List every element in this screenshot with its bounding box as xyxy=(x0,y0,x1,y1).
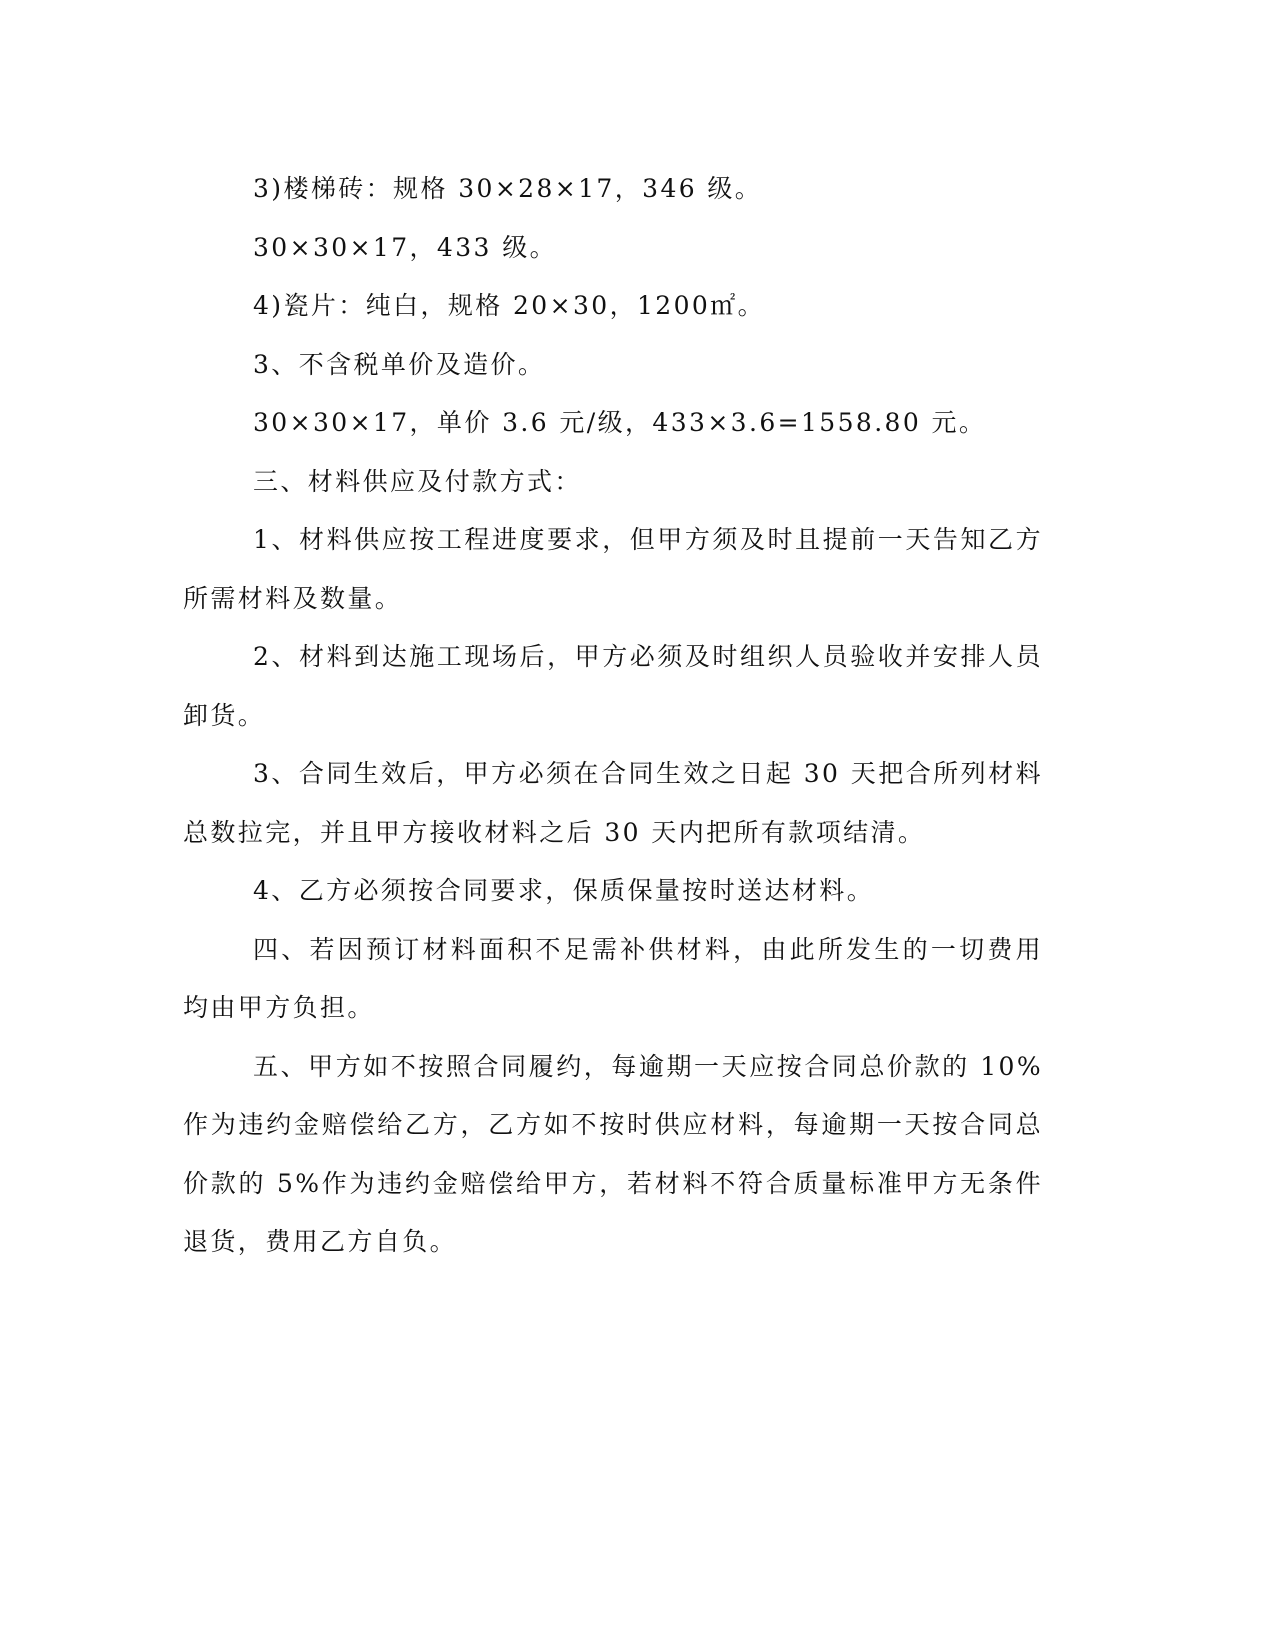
document-body xyxy=(183,160,1043,1272)
paragraph-ceramic-tile-spec: 4)瓷片：纯白，规格 20×30，1200㎡。 xyxy=(253,291,766,320)
section-four-extra-supply: 四、若因预订材料面积不足需补供材料，由此所发生的一切费用均由甲方负担。 xyxy=(183,934,1043,1022)
paragraph-stair-tile-spec-2: 30×30×17，433 级。 xyxy=(253,232,557,262)
paragraph-supply-clause-2: 2、材料到达施工现场后，甲方必须及时组织人员验收并安排人员卸货。 xyxy=(183,642,1043,730)
paragraph-stair-tile-spec: 3)楼梯砖：规格 30×28×17，346 级。 xyxy=(253,174,763,203)
paragraph-supply-clause-1: 1、材料供应按工程进度要求，但甲方须及时且提前一天告知乙方所需材料及数量。 xyxy=(183,525,1043,613)
paragraph-supply-clause-4: 4、乙方必须按合同要求，保质保量按时送达材料。 xyxy=(253,876,875,905)
paragraph-price-heading: 3、不含税单价及造价。 xyxy=(253,349,546,379)
section-five-breach: 五、甲方如不按照合同履约，每逾期一天应按合同总价款的 10%作为违约金赔偿给乙方，乙方如不按时供应材料，每逾期一天按合同总价款的 5%作为违约金赔偿给甲方，若材料不符合质量标准甲方无条件退货，费用乙方自负。 xyxy=(183,1051,1043,1256)
paragraph-supply-clause-3: 3、合同生效后，甲方必须在合同生效之日起 30 天把合所列材料总数拉完，并且甲方接收材料之后 30 天内把所有款项结清。 xyxy=(183,759,1043,847)
section-heading-supply-payment: 三、材料供应及付款方式： xyxy=(253,466,582,496)
paragraph-price-calculation: 30×30×17，单价 3.6 元/级，433×3.6=1558.80 元。 xyxy=(253,408,987,437)
